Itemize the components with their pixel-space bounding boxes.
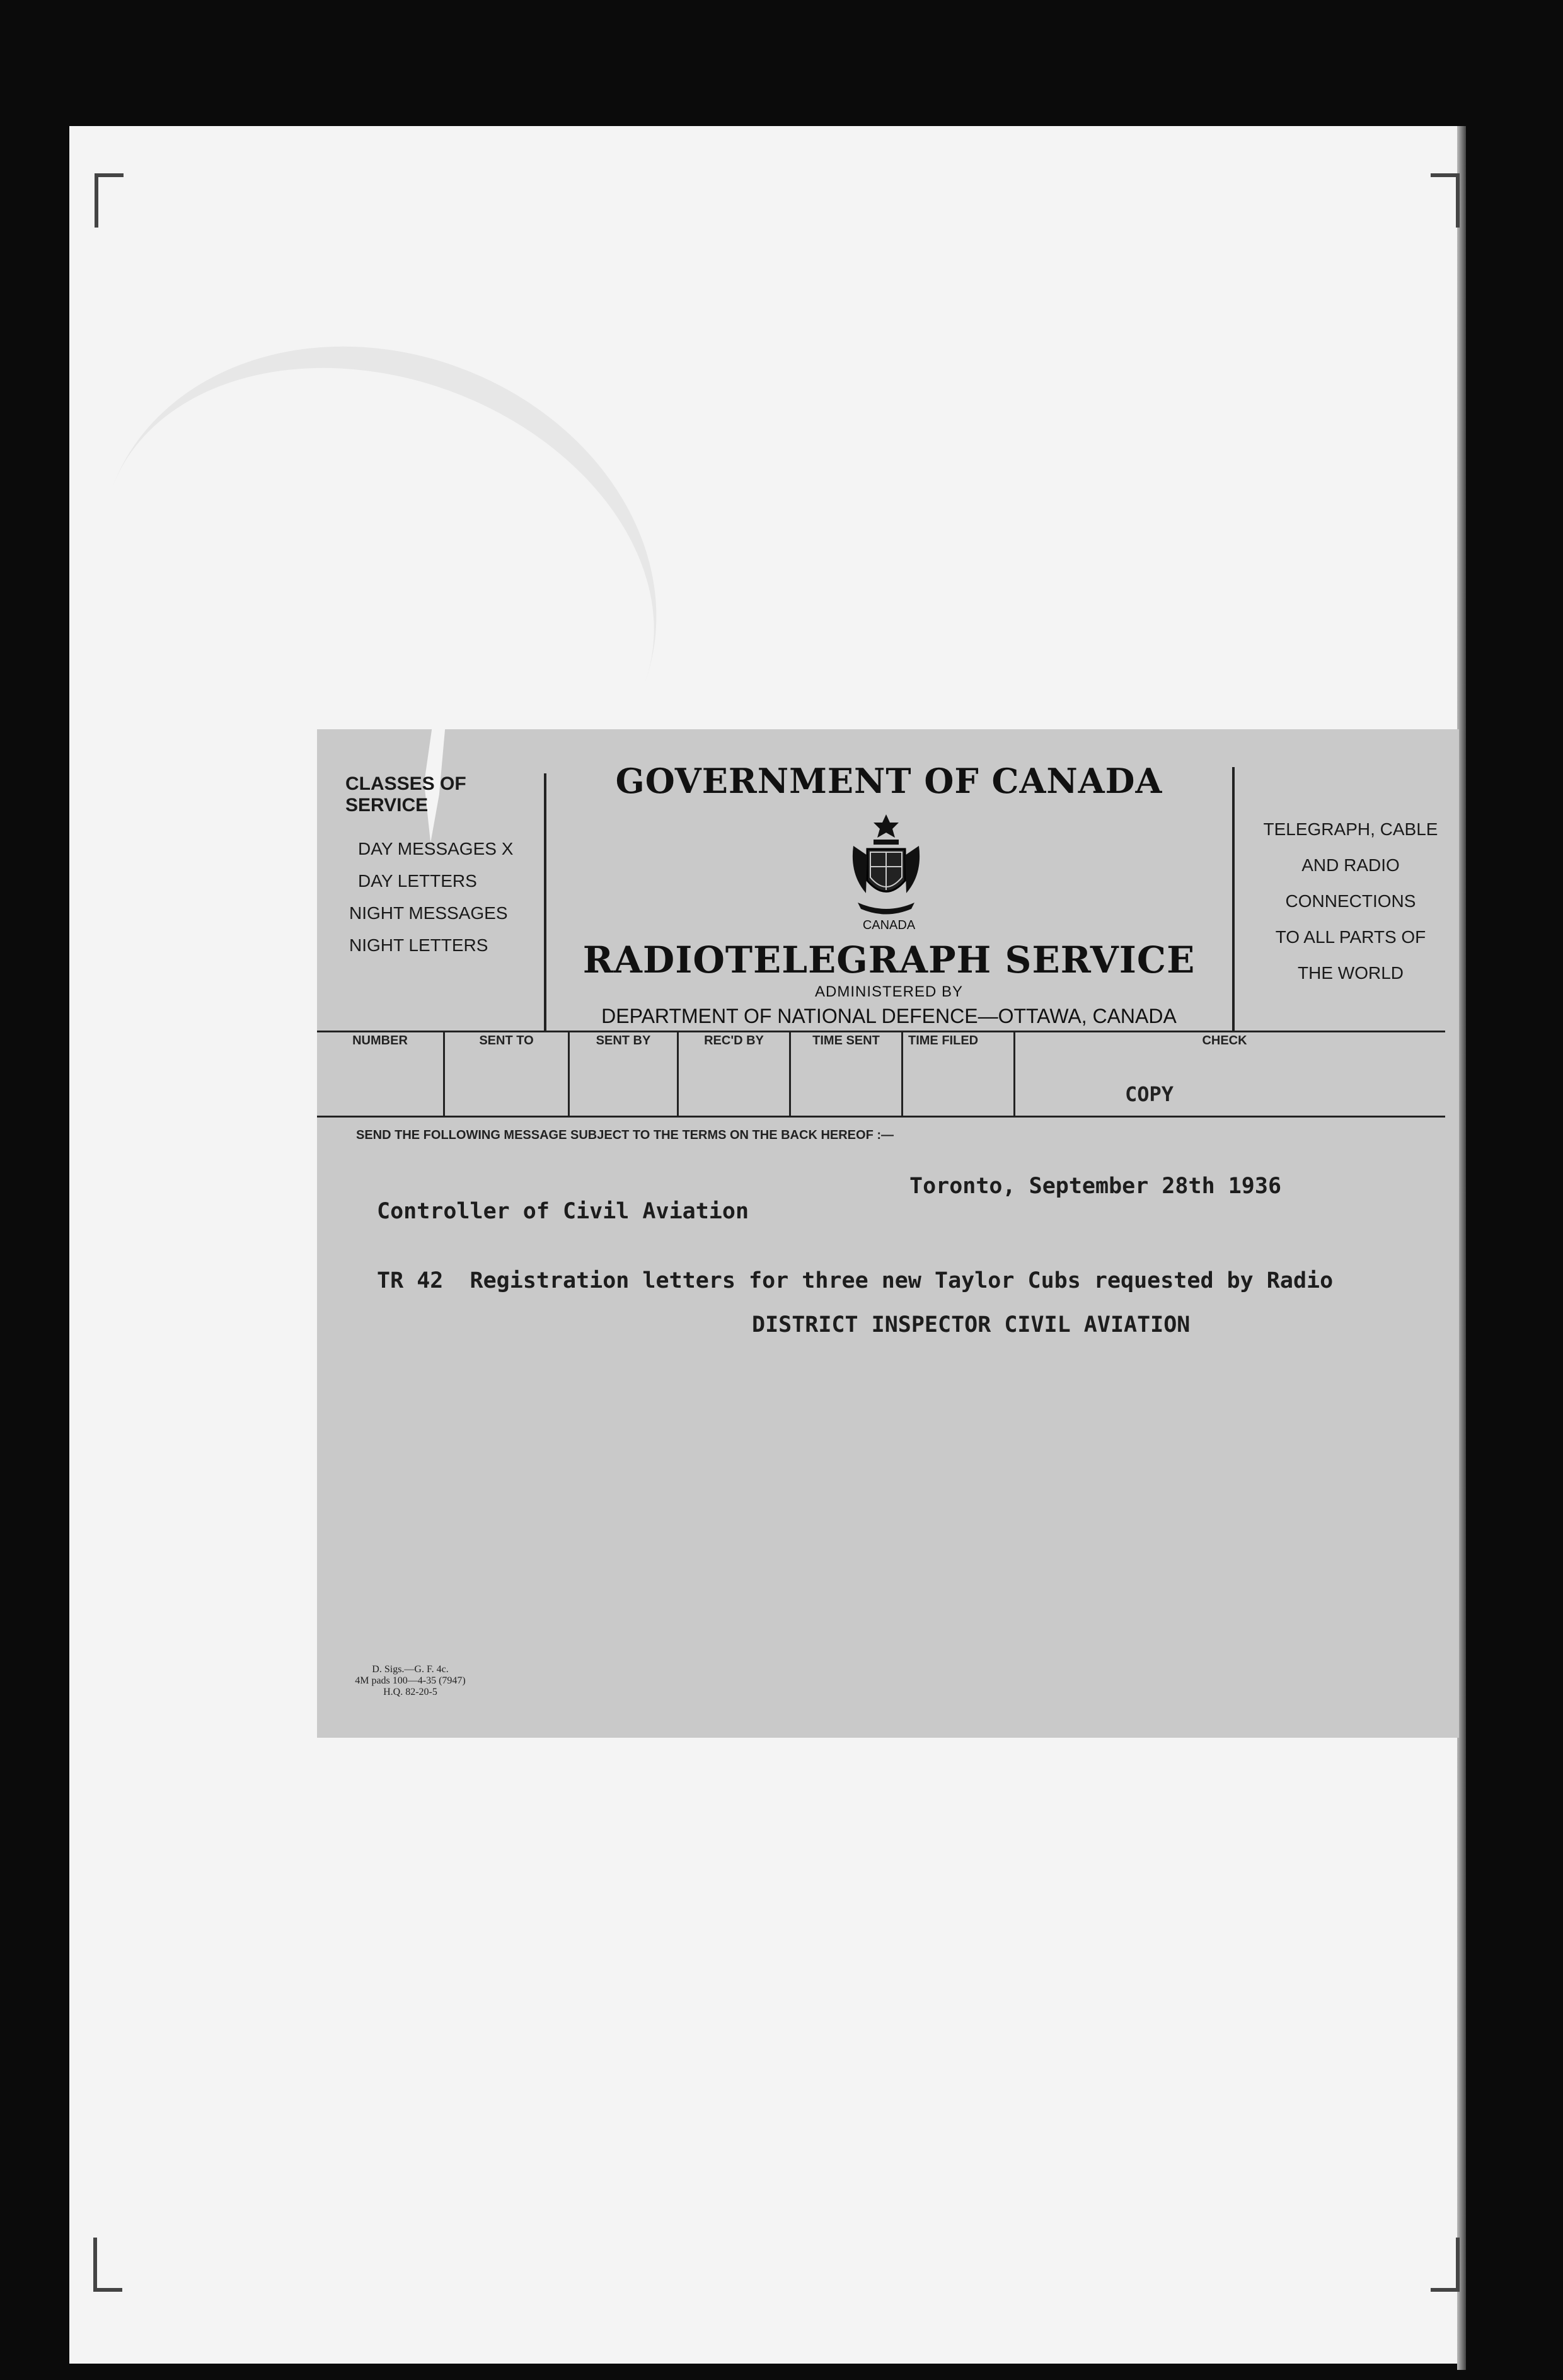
col-time-filed: TIME FILED — [908, 1034, 979, 1048]
addressee: Controller of Civil Aviation — [377, 1199, 749, 1224]
class-item-day-letters: DAY LETTERS — [358, 871, 477, 891]
col-sent-to: SENT TO — [479, 1034, 534, 1048]
connections-line: THE WORLD — [1298, 963, 1404, 983]
col-recd-by: REC'D BY — [704, 1034, 764, 1048]
connections-line: CONNECTIONS — [1285, 891, 1416, 911]
crop-mark-top-left — [95, 173, 124, 228]
col-time-sent: TIME SENT — [812, 1034, 880, 1048]
message-body: TR 42 Registration letters for three new Taylor Cubs requested by Radio — [377, 1268, 1334, 1293]
form-footer — [347, 1664, 473, 1698]
telegram-form — [317, 729, 1459, 1738]
class-item-day-messages: DAY MESSAGES X — [358, 839, 514, 858]
terms-line: SEND THE FOLLOWING MESSAGE SUBJECT TO THE TERMS ON THE BACK HEREOF :— — [356, 1128, 894, 1142]
col-divider — [1013, 1032, 1015, 1117]
crop-mark-bottom-right — [1431, 2238, 1460, 2292]
connections-line: TELEGRAPH, CABLE — [1263, 819, 1438, 839]
connections-line: AND RADIO — [1301, 855, 1400, 875]
col-check: CHECK — [1202, 1034, 1247, 1048]
footer-line: D. Sigs.—G. F. 4c. — [372, 1664, 449, 1675]
crop-mark-bottom-left — [93, 2238, 122, 2292]
place-date: Toronto, September 28th 1936 — [909, 1174, 1282, 1199]
footer-line: 4M pads 100—4-35 (7947) — [355, 1675, 466, 1686]
service-title: RADIOTELEGRAPH SERVICE — [582, 939, 1196, 981]
col-sent-by: SENT BY — [596, 1034, 651, 1048]
col-number: NUMBER — [352, 1034, 408, 1048]
signature: DISTRICT INSPECTOR CIVIL AVIATION — [752, 1312, 1191, 1337]
header-rule-bottom — [317, 1116, 1445, 1118]
government-title: GOVERNMENT OF CANADA — [615, 761, 1163, 801]
department-line: DEPARTMENT OF NATIONAL DEFENCE—OTTAWA, CANADA — [601, 1005, 1177, 1027]
footer-line: H.Q. 82-20-5 — [383, 1687, 437, 1697]
classes-title: CLASSES OF SERVICE — [345, 773, 466, 816]
check-value: COPY — [1125, 1082, 1174, 1106]
routing-table — [317, 1032, 1445, 1117]
classes-of-service — [345, 773, 547, 961]
connections-info — [1247, 811, 1455, 991]
crest-caption: CANADA — [862, 918, 916, 932]
crop-mark-top-right — [1431, 173, 1460, 228]
class-item-night-letters: NIGHT LETTERS — [349, 935, 488, 955]
class-item-night-messages: NIGHT MESSAGES — [349, 903, 508, 923]
connections-line: TO ALL PARTS OF — [1275, 927, 1426, 947]
coat-of-arms-icon — [848, 811, 924, 918]
administered-by: ADMINISTERED BY — [814, 983, 964, 1000]
